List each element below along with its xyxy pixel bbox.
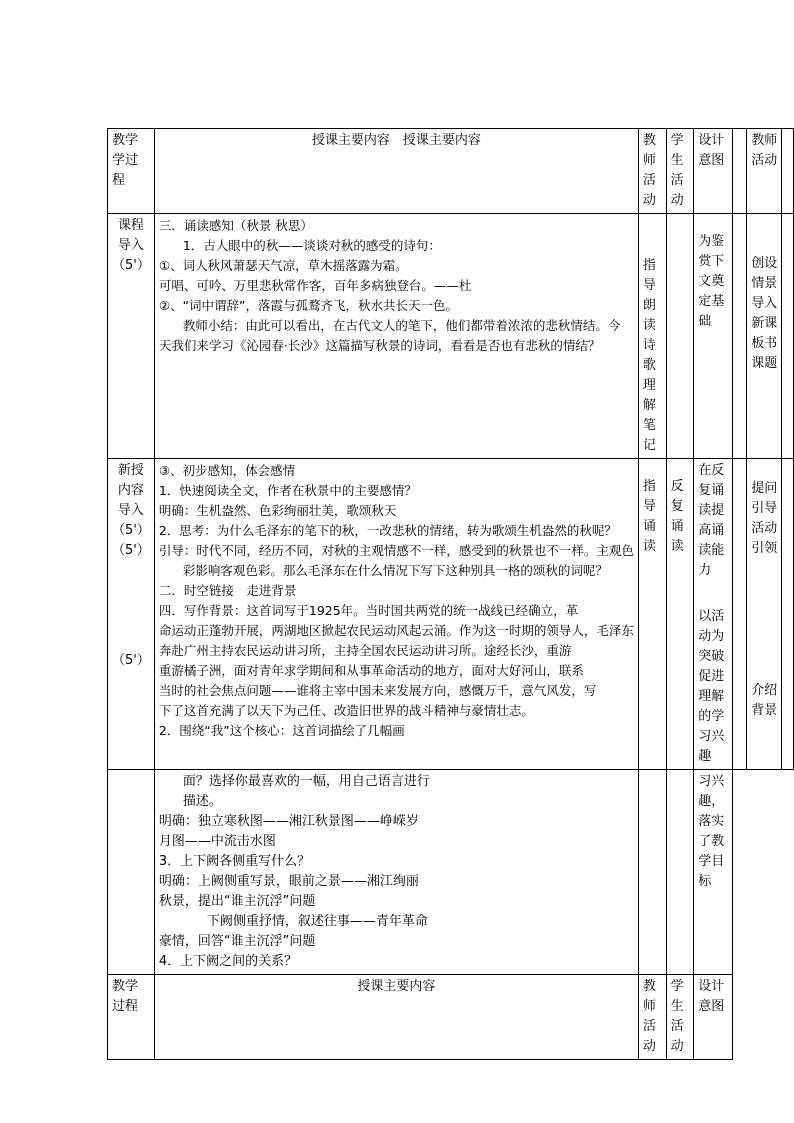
teacher2-cell <box>747 459 782 770</box>
blank-cell <box>732 459 746 770</box>
design-text: 以活动为突破促进理解的学习兴趣 <box>698 609 725 764</box>
content-line: 可唱、可吟、万里悲秋常作客，百年多病独登台。——杜 <box>158 278 472 293</box>
header-teacher: 教 师活动 <box>638 129 666 214</box>
design-cell <box>694 459 733 770</box>
content-line: 描述。 <box>182 794 222 809</box>
content-cell <box>154 214 638 459</box>
table-row <box>108 770 794 975</box>
teacher2-text: 提问引导活动引领 <box>751 481 778 556</box>
header-tail <box>782 129 794 214</box>
content-line: 下了这首充满了以天下为己任、改造旧世界的战斗精神与豪情壮志。 <box>158 703 534 718</box>
footer-teacher: 教 师活动 <box>638 975 666 1060</box>
header-blank <box>732 129 746 214</box>
table-row <box>108 459 794 770</box>
content-line: 二．时空链接 走进背景 <box>158 583 297 598</box>
teacher2-text: 介绍背景 <box>751 683 778 718</box>
content-line: 明确：生机盎然、色彩绚丽壮美，歌颂秋天 <box>158 503 397 518</box>
footer-process: 教学过程 <box>108 975 155 1060</box>
teacher2-cell: 创设情景导入新课板书课题 <box>747 214 782 459</box>
content-line: 2．围绕“我”这个核心：这首词描绘了几幅画 <box>158 723 405 738</box>
step-cell <box>108 459 155 770</box>
step-cell <box>108 770 155 975</box>
design-cell: 为鉴赏下文奠定基础 <box>694 214 733 459</box>
tail-cell <box>782 459 794 770</box>
content-line: 四．写作背景：这首词写于1925年。当时国共两党的统一战线已经确立，革 <box>158 603 579 618</box>
content-line: 明确：独立寒秋图——湘江秋景图——峥嵘岁 <box>158 814 419 829</box>
blank-cell <box>782 770 794 975</box>
footer-student: 学生活动 <box>666 975 694 1060</box>
lesson-plan-table <box>107 128 794 1060</box>
content-line: 3．上下阙各侧重写什么？ <box>158 854 311 869</box>
content-cell <box>154 770 638 975</box>
content-line: 教师小结：由此可以看出，在古代文人的笔下，他们都带着浓浓的悲秋情结。今 <box>182 318 621 333</box>
content-line: 重游橘子洲，面对青年求学期间和从事革命活动的地方，面对大好河山，联系 <box>158 663 584 678</box>
content-line: 彩影响客观色彩。那么毛泽东在什么情况下写下这种别具一格的颂秋的词呢？ <box>182 563 608 578</box>
content-line: ①、词人秋风萧瑟天气凉，草木摇落露为霜。 <box>158 258 408 273</box>
student-cell: 反复诵读 <box>666 459 694 770</box>
content-line: 豪情，回答“谁主沉浮”问题 <box>158 934 316 949</box>
teacher-cell <box>638 770 666 975</box>
content-line: 月图——中流击水图 <box>158 834 276 849</box>
content-line: 面？选择你最喜欢的一幅，用自己语言进行 <box>182 774 430 789</box>
header-teacher2: 教师活动 <box>747 129 782 214</box>
teacher-cell: 指导诵读 <box>638 459 666 770</box>
content-line: 2．思考：为什么毛泽东的笔下的秋，一改悲秋的情绪，转为歌颂生机盎然的秋呢？ <box>158 523 617 538</box>
design-cell: 习兴趣，落实了教学目标 <box>694 770 733 975</box>
content-line: 秋景，提出“谁主沉浮”问题 <box>158 894 316 909</box>
content-line: ③、初步感知，体会感情 <box>158 463 296 478</box>
content-line: 1．古人眼中的秋——谈谈对秋的感受的诗句： <box>182 238 441 253</box>
header-design: 设计意图 <box>694 129 733 214</box>
content-line: 引导：时代不同，经历不同，对秋的主观情感不一样，感受到的秋景也不一样。主观色 <box>158 543 634 558</box>
step-time: （5'） <box>112 653 150 668</box>
design-text: 在反复诵读提高诵读能力 <box>698 463 725 578</box>
table-footer-row <box>108 975 794 1060</box>
step-label: 课程导入 <box>117 218 144 253</box>
content-line: 明确：上阙侧重写景，眼前之景——湘江绚丽 <box>158 874 419 889</box>
blank-cell <box>732 214 746 459</box>
footer-content: 授课主要内容 <box>154 975 638 1060</box>
content-line: 当时的社会焦点问题——谁将主宰中国未来发展方向，感慨万千，意气风发，写 <box>158 683 597 698</box>
content-line: 命运动正蓬勃开展，两湖地区掀起农民运动风起云涌。作为这一时期的领导人，毛泽东 <box>158 623 634 638</box>
content-line: 天我们来学习《沁园春·长沙》这篇描写秋景的诗词，看看是否也有悲秋的情结？ <box>158 338 601 353</box>
header-process: 教学学过程 <box>108 129 155 214</box>
content-line: 三．诵读感知（秋景 秋思） <box>158 218 313 233</box>
student-cell <box>666 214 694 459</box>
content-line: 奔赴广州主持农民运动讲习所，主持全国农民运动讲习所。途经长沙，重游 <box>158 643 572 658</box>
student-cell <box>666 770 694 975</box>
blank-cell <box>782 975 794 1060</box>
header-student: 学生活动 <box>666 129 694 214</box>
step-time: （5'） <box>112 543 150 558</box>
blank-cell <box>747 770 782 975</box>
table-row <box>108 214 794 459</box>
teacher-cell: 指导朗读诗歌理解笔记 <box>638 214 666 459</box>
header-content: 授课主要内容 授课主要内容 <box>154 129 638 214</box>
content-line: 4．上下阙之间的关系？ <box>158 954 298 969</box>
step-label: 新授内容导入 <box>117 463 144 518</box>
footer-design: 设计意图 <box>694 975 733 1060</box>
content-line: 下阙侧重抒情，叙述往事——青年革命 <box>206 914 428 929</box>
content-cell <box>154 459 638 770</box>
blank-cell <box>732 975 746 1060</box>
content-line: 1．快速阅读全文，作者在秋景中的主要感情？ <box>158 483 417 498</box>
table-header-row <box>108 129 794 214</box>
step-time: （5'） <box>112 258 150 273</box>
blank-cell <box>732 770 746 975</box>
tail-cell <box>782 214 794 459</box>
content-line: ②、“词中谓辞”，落霞与孤鹜齐飞，秋水共长天一色。 <box>158 298 459 313</box>
step-cell <box>108 214 155 459</box>
blank-cell <box>747 975 782 1060</box>
step-time: （5'） <box>112 523 150 538</box>
